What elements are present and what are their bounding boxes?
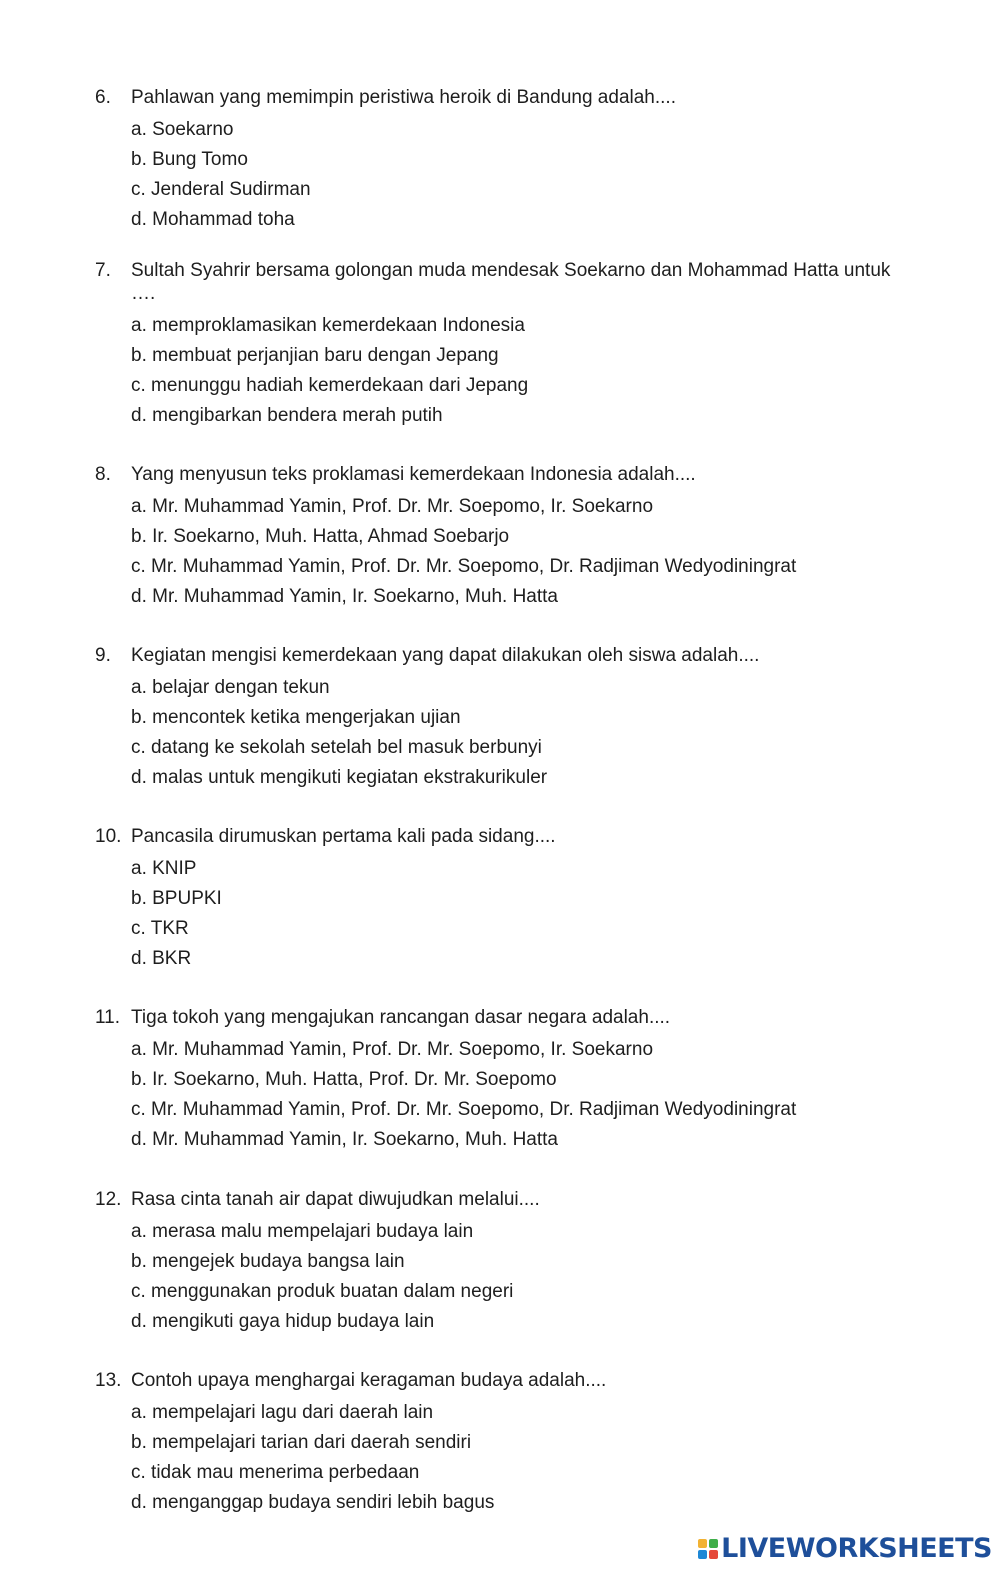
question-number: 11. [95, 1007, 121, 1028]
question-12 [95, 1188, 915, 1337]
option-d: d. BKR [131, 948, 192, 969]
question-10 [95, 825, 915, 974]
option-c: c. menggunakan produk buatan dalam negeri [131, 1281, 514, 1302]
option-b: b. BPUPKI [131, 888, 222, 909]
option-list [95, 1035, 915, 1155]
question-6 [95, 86, 915, 235]
option-d: d. Mohammad toha [131, 209, 295, 230]
option-a: a. memproklamasikan kemerdekaan Indonesia [131, 315, 525, 336]
option-a: a. mempelajari lagu dari daerah lain [131, 1402, 434, 1423]
option-a: a. belajar dengan tekun [131, 677, 330, 698]
question-text: Contoh upaya menghargai keragaman budaya adalah.... [131, 1370, 607, 1391]
option-list [95, 115, 915, 235]
question-13 [95, 1369, 915, 1518]
option-list [95, 311, 915, 431]
brand-text: LIVEWORKSHEETS [721, 1533, 992, 1564]
question-number: 13. [95, 1370, 122, 1391]
liveworksheets-watermark [698, 1533, 992, 1564]
option-d: d. mengibarkan bendera merah putih [131, 405, 443, 426]
option-a: a. Soekarno [131, 119, 234, 140]
question-stem [95, 1369, 915, 1392]
question-stem [95, 825, 915, 848]
option-a: a. Mr. Muhammad Yamin, Prof. Dr. Mr. Soepomo, Ir. Soekarno [131, 1039, 654, 1060]
option-b: b. mempelajari tarian dari daerah sendiri [131, 1432, 472, 1453]
option-b: b. membuat perjanjian baru dengan Jepang [131, 345, 499, 366]
option-d: d. Mr. Muhammad Yamin, Ir. Soekarno, Muh. Hatta [131, 1129, 558, 1150]
option-c: c. Mr. Muhammad Yamin, Prof. Dr. Mr. Soepomo, Dr. Radjiman Wedyodiningrat [131, 556, 797, 577]
question-7 [95, 259, 915, 431]
logo-tile [709, 1539, 718, 1548]
option-b: b. mengejek budaya bangsa lain [131, 1251, 405, 1272]
option-d: d. Mr. Muhammad Yamin, Ir. Soekarno, Muh. Hatta [131, 586, 558, 607]
question-stem [95, 1006, 915, 1029]
question-text: Pahlawan yang memimpin peristiwa heroik di Bandung adalah.... [131, 87, 676, 108]
logo-tile [698, 1539, 707, 1548]
question-text: Kegiatan mengisi kemerdekaan yang dapat dilakukan oleh siswa adalah.... [131, 645, 760, 666]
option-b: b. Ir. Soekarno, Muh. Hatta, Ahmad Soebarjo [131, 526, 510, 547]
option-list [95, 673, 915, 793]
question-text: Tiga tokoh yang mengajukan rancangan dasar negara adalah.... [131, 1007, 671, 1028]
liveworksheets-logo-icon [698, 1539, 718, 1559]
option-a: a. Mr. Muhammad Yamin, Prof. Dr. Mr. Soepomo, Ir. Soekarno [131, 496, 654, 517]
question-stem [95, 86, 915, 109]
option-c: c. Mr. Muhammad Yamin, Prof. Dr. Mr. Soepomo, Dr. Radjiman Wedyodiningrat [131, 1099, 797, 1120]
question-text: Yang menyusun teks proklamasi kemerdekaan Indonesia adalah.... [131, 464, 696, 485]
option-a: a. KNIP [131, 858, 197, 879]
question-9 [95, 644, 915, 793]
option-c: c. tidak mau menerima perbedaan [131, 1462, 420, 1483]
question-number: 8. [95, 464, 111, 485]
question-number: 10. [95, 826, 122, 847]
question-stem [95, 463, 915, 486]
option-list [95, 854, 915, 974]
option-d: d. mengikuti gaya hidup budaya lain [131, 1311, 435, 1332]
option-b: b. mencontek ketika mengerjakan ujian [131, 707, 461, 728]
option-list [95, 1398, 915, 1518]
option-list [95, 492, 915, 612]
question-text: Sultah Syahrir bersama golongan muda mendesak Soekarno dan Mohammad Hatta untuk …. [131, 260, 891, 304]
question-number: 12. [95, 1189, 122, 1210]
logo-tile [698, 1550, 707, 1559]
option-c: c. TKR [131, 918, 189, 939]
question-stem [95, 644, 915, 667]
option-list [95, 1217, 915, 1337]
option-d: d. malas untuk mengikuti kegiatan ekstrakurikuler [131, 767, 548, 788]
option-b: b. Bung Tomo [131, 149, 248, 170]
option-c: c. Jenderal Sudirman [131, 179, 311, 200]
question-number: 6. [95, 87, 111, 108]
option-d: d. menganggap budaya sendiri lebih bagus [131, 1492, 495, 1513]
question-text: Pancasila dirumuskan pertama kali pada sidang.... [131, 826, 556, 847]
question-stem [95, 259, 915, 305]
question-number: 9. [95, 645, 111, 666]
question-number: 7. [95, 260, 111, 281]
option-c: c. menunggu hadiah kemerdekaan dari Jepang [131, 375, 529, 396]
question-11 [95, 1006, 915, 1155]
logo-tile [709, 1550, 718, 1559]
option-b: b. Ir. Soekarno, Muh. Hatta, Prof. Dr. Mr. Soepomo [131, 1069, 557, 1090]
option-c: c. datang ke sekolah setelah bel masuk berbunyi [131, 737, 542, 758]
question-text: Rasa cinta tanah air dapat diwujudkan melalui.... [131, 1189, 540, 1210]
question-8 [95, 463, 915, 612]
question-stem [95, 1188, 915, 1211]
option-a: a. merasa malu mempelajari budaya lain [131, 1221, 474, 1242]
